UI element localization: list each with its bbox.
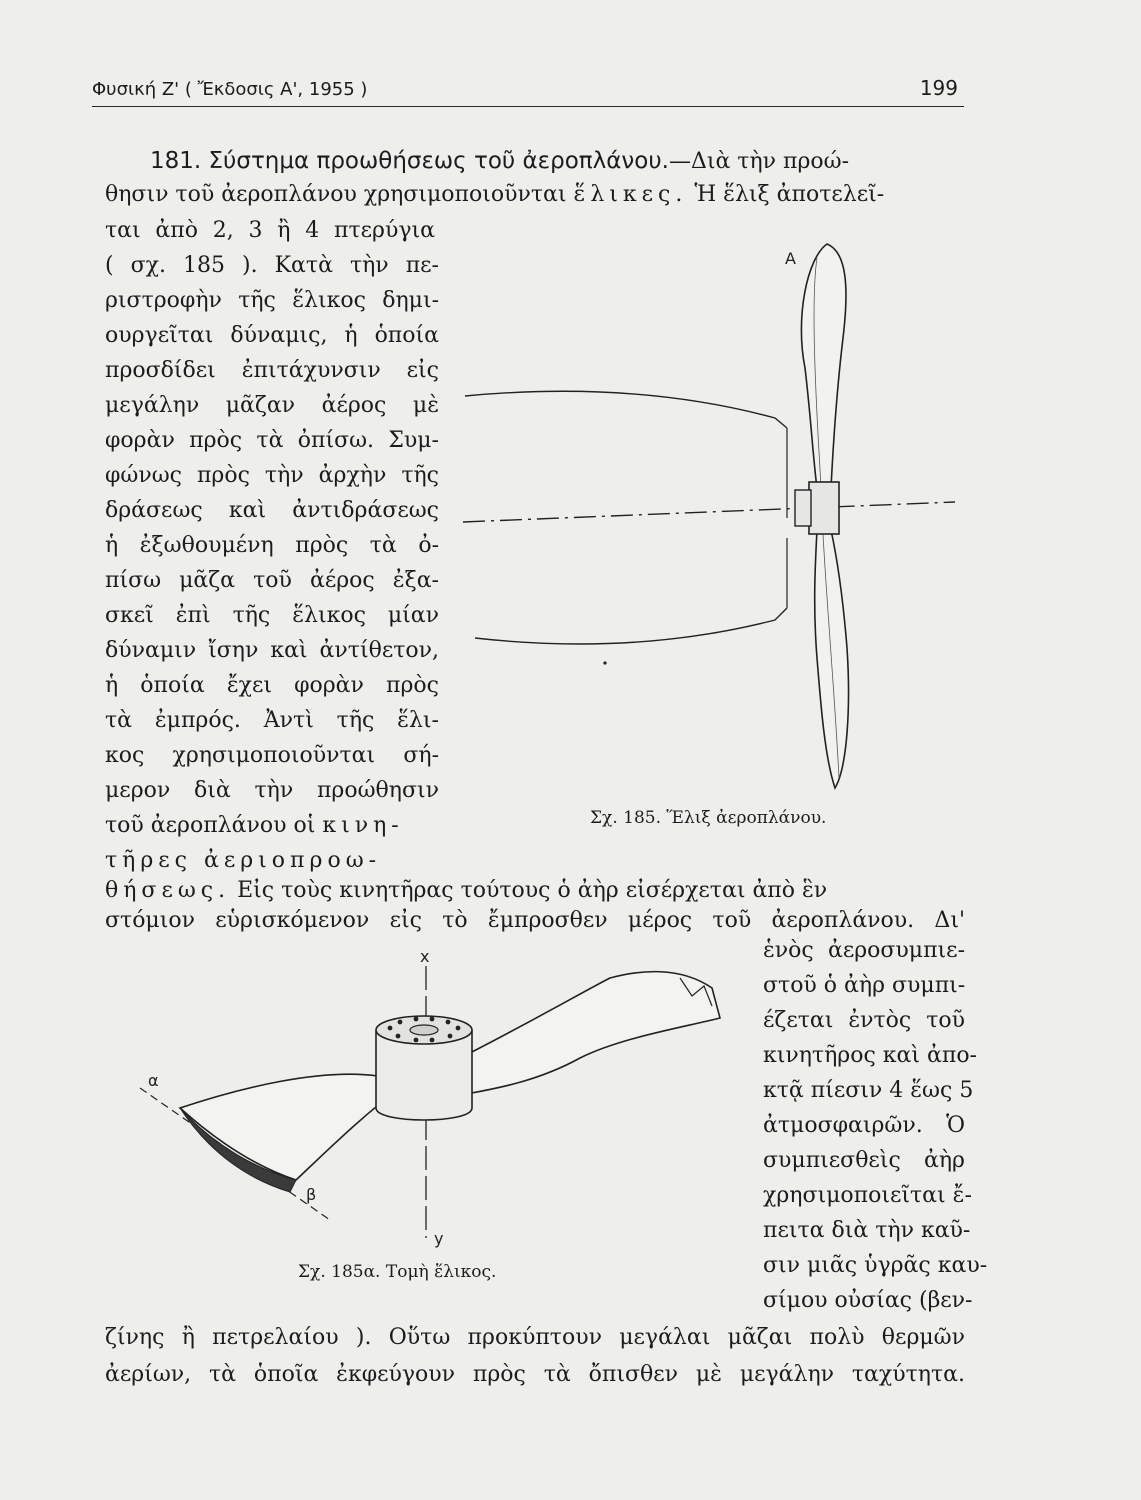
emphasis-line: τῆρες ἀεριοπροω- — [105, 848, 382, 873]
label-beta: β — [306, 1185, 317, 1204]
paragraph-line: ἀτμοσφαιρῶν. Ὁ — [763, 1113, 965, 1138]
blade-left — [180, 1074, 400, 1180]
axis-y-label: y — [434, 1229, 444, 1248]
paragraph-line: τοῦ ἀεροπλάνου οἱ κινη- — [105, 813, 404, 838]
paragraph-line: ριστροφὴν τῆς ἕλικος δημι- — [105, 288, 439, 313]
paragraph-line: ζίνης ἢ πετρελαίου ). Οὕτω προκύπτουν μεγάλαι μᾶζαι πολὺ θερμῶν — [105, 1325, 965, 1350]
paragraph-line: φώνως πρὸς τὴν ἀρχὴν τῆς — [105, 463, 439, 488]
airflow-lower-line — [475, 608, 787, 644]
paragraph-line: ουργεῖται δύναμις, ἡ ὁποία — [105, 323, 439, 348]
figure-185-caption: Σχ. 185. Ἕλιξ ἀεροπλάνου. — [590, 808, 827, 828]
running-head-title: Φυσική Ζ' ( Ἔκδοσις Α', 1955 ) — [92, 79, 368, 100]
airflow-upper-line — [465, 391, 787, 428]
paragraph-line: ἡ ὁποία ἔχει φορὰν πρὸς — [105, 673, 439, 698]
paragraph-line: θησιν τοῦ ἀεροπλάνου χρησιμοποιοῦνται ἕλικες. Ἡ ἕλιξ ἀποτελεῖ- — [105, 182, 885, 207]
paragraph-line: σκεῖ ἐπὶ τῆς ἕλικος μίαν — [105, 603, 439, 628]
dot-mark — [603, 661, 606, 664]
axis-x-label: x — [420, 948, 430, 966]
paragraph-line: πίσω μᾶζα τοῦ ἀέρος ἐξα- — [105, 568, 439, 593]
heading-continuation: —Διὰ τὴν προώ- — [668, 149, 850, 174]
emphasis-term: ἕλικες. — [573, 182, 688, 207]
paragraph-line: έζεται ἐντὸς τοῦ — [763, 1008, 965, 1033]
paragraph-line: στοῦ ὁ ἀὴρ συμπι- — [763, 973, 966, 998]
paragraph-line: κτᾷ πίεσιν 4 ἕως 5 — [763, 1078, 974, 1103]
paragraph-line: μερον διὰ τὴν προώθησιν — [105, 778, 439, 803]
paragraph-line: δράσεως καὶ ἀντιδράσεως — [105, 498, 439, 523]
point-a-label: A — [785, 249, 796, 268]
paragraph-line: κινητῆρος καὶ ἀπο- — [763, 1043, 977, 1068]
label-alpha: α — [148, 1071, 159, 1090]
emphasis-term: κινη- — [322, 813, 404, 838]
page-number: 199 — [919, 76, 958, 100]
paragraph-line: φορὰν πρὸς τὰ ὀπίσω. Συμ- — [105, 428, 439, 453]
paragraph-line: προσδίδει ἐπιτάχυνσιν εἰς — [105, 358, 439, 383]
blade-right — [460, 972, 720, 1094]
section-heading: 181. Σύστημα προωθήσεως τοῦ ἀεροπλάνου. — [150, 148, 669, 174]
hub-shaft — [795, 490, 811, 526]
propeller-section-figure — [120, 948, 730, 1248]
paragraph-line: δύναμιν ἴσην καὶ ἀντίθετον, — [105, 638, 439, 663]
figure-185a-caption: Σχ. 185α. Τομὴ ἕλικος. — [298, 1262, 497, 1282]
paragraph-line: στόμιον εὑρισκόμενον εἰς τὸ ἔμπροσθεν μέρος τοῦ ἀεροπλάνου. Δι' — [105, 908, 965, 933]
paragraph-line: ἑνὸς ἀεροσυμπιε- — [763, 938, 965, 963]
paragraph-line: συμπιεσθεὶς ἀὴρ — [763, 1148, 965, 1173]
propeller-blade-upper — [801, 244, 846, 488]
paragraph-line: σιν μιᾶς ὑγρᾶς καυ- — [763, 1253, 988, 1278]
paragraph-line: πειτα διὰ τὴν καῦ- — [763, 1218, 971, 1243]
paragraph-line: τὰ ἐμπρός. Ἀντὶ τῆς ἕλι- — [105, 708, 439, 733]
section-heading-line — [150, 146, 849, 177]
paragraph-line: ἀερίων, τὰ ὁποῖα ἐκφεύγουν πρὸς τὰ ὄπισθεν μὲ μεγάλην ταχύτητα. — [105, 1362, 965, 1387]
paragraph-line: κος χρησιμοποιοῦνται σή- — [105, 743, 439, 768]
paragraph-line: μεγάλην μᾶζαν ἀέρος μὲ — [105, 393, 439, 418]
paragraph-line: θήσεως. Εἰς τοὺς κινητῆρας τούτους ὁ ἀὴρ εἰσέρχεται ἀπὸ ἓν — [105, 878, 828, 903]
paragraph-line: χρησιμοποιεῖται ἔ- — [763, 1183, 972, 1208]
propeller-figure — [455, 228, 965, 840]
paragraph-line: ἡ ἐξωθουμένη πρὸς τὰ ὀ- — [105, 533, 439, 558]
hub-bore — [410, 1025, 438, 1035]
running-head — [92, 72, 964, 107]
paragraph-line: ται ἀπὸ 2, 3 ἢ 4 πτερύγια — [105, 218, 435, 243]
rotation-axis — [463, 502, 955, 522]
emphasis-term: θήσεως. — [105, 878, 231, 903]
propeller-hub — [809, 482, 839, 534]
paragraph-line: σίμου οὐσίας (βεν- — [763, 1288, 973, 1313]
paragraph-line: ( σχ. 185 ). Κατὰ τὴν πε- — [105, 253, 439, 278]
